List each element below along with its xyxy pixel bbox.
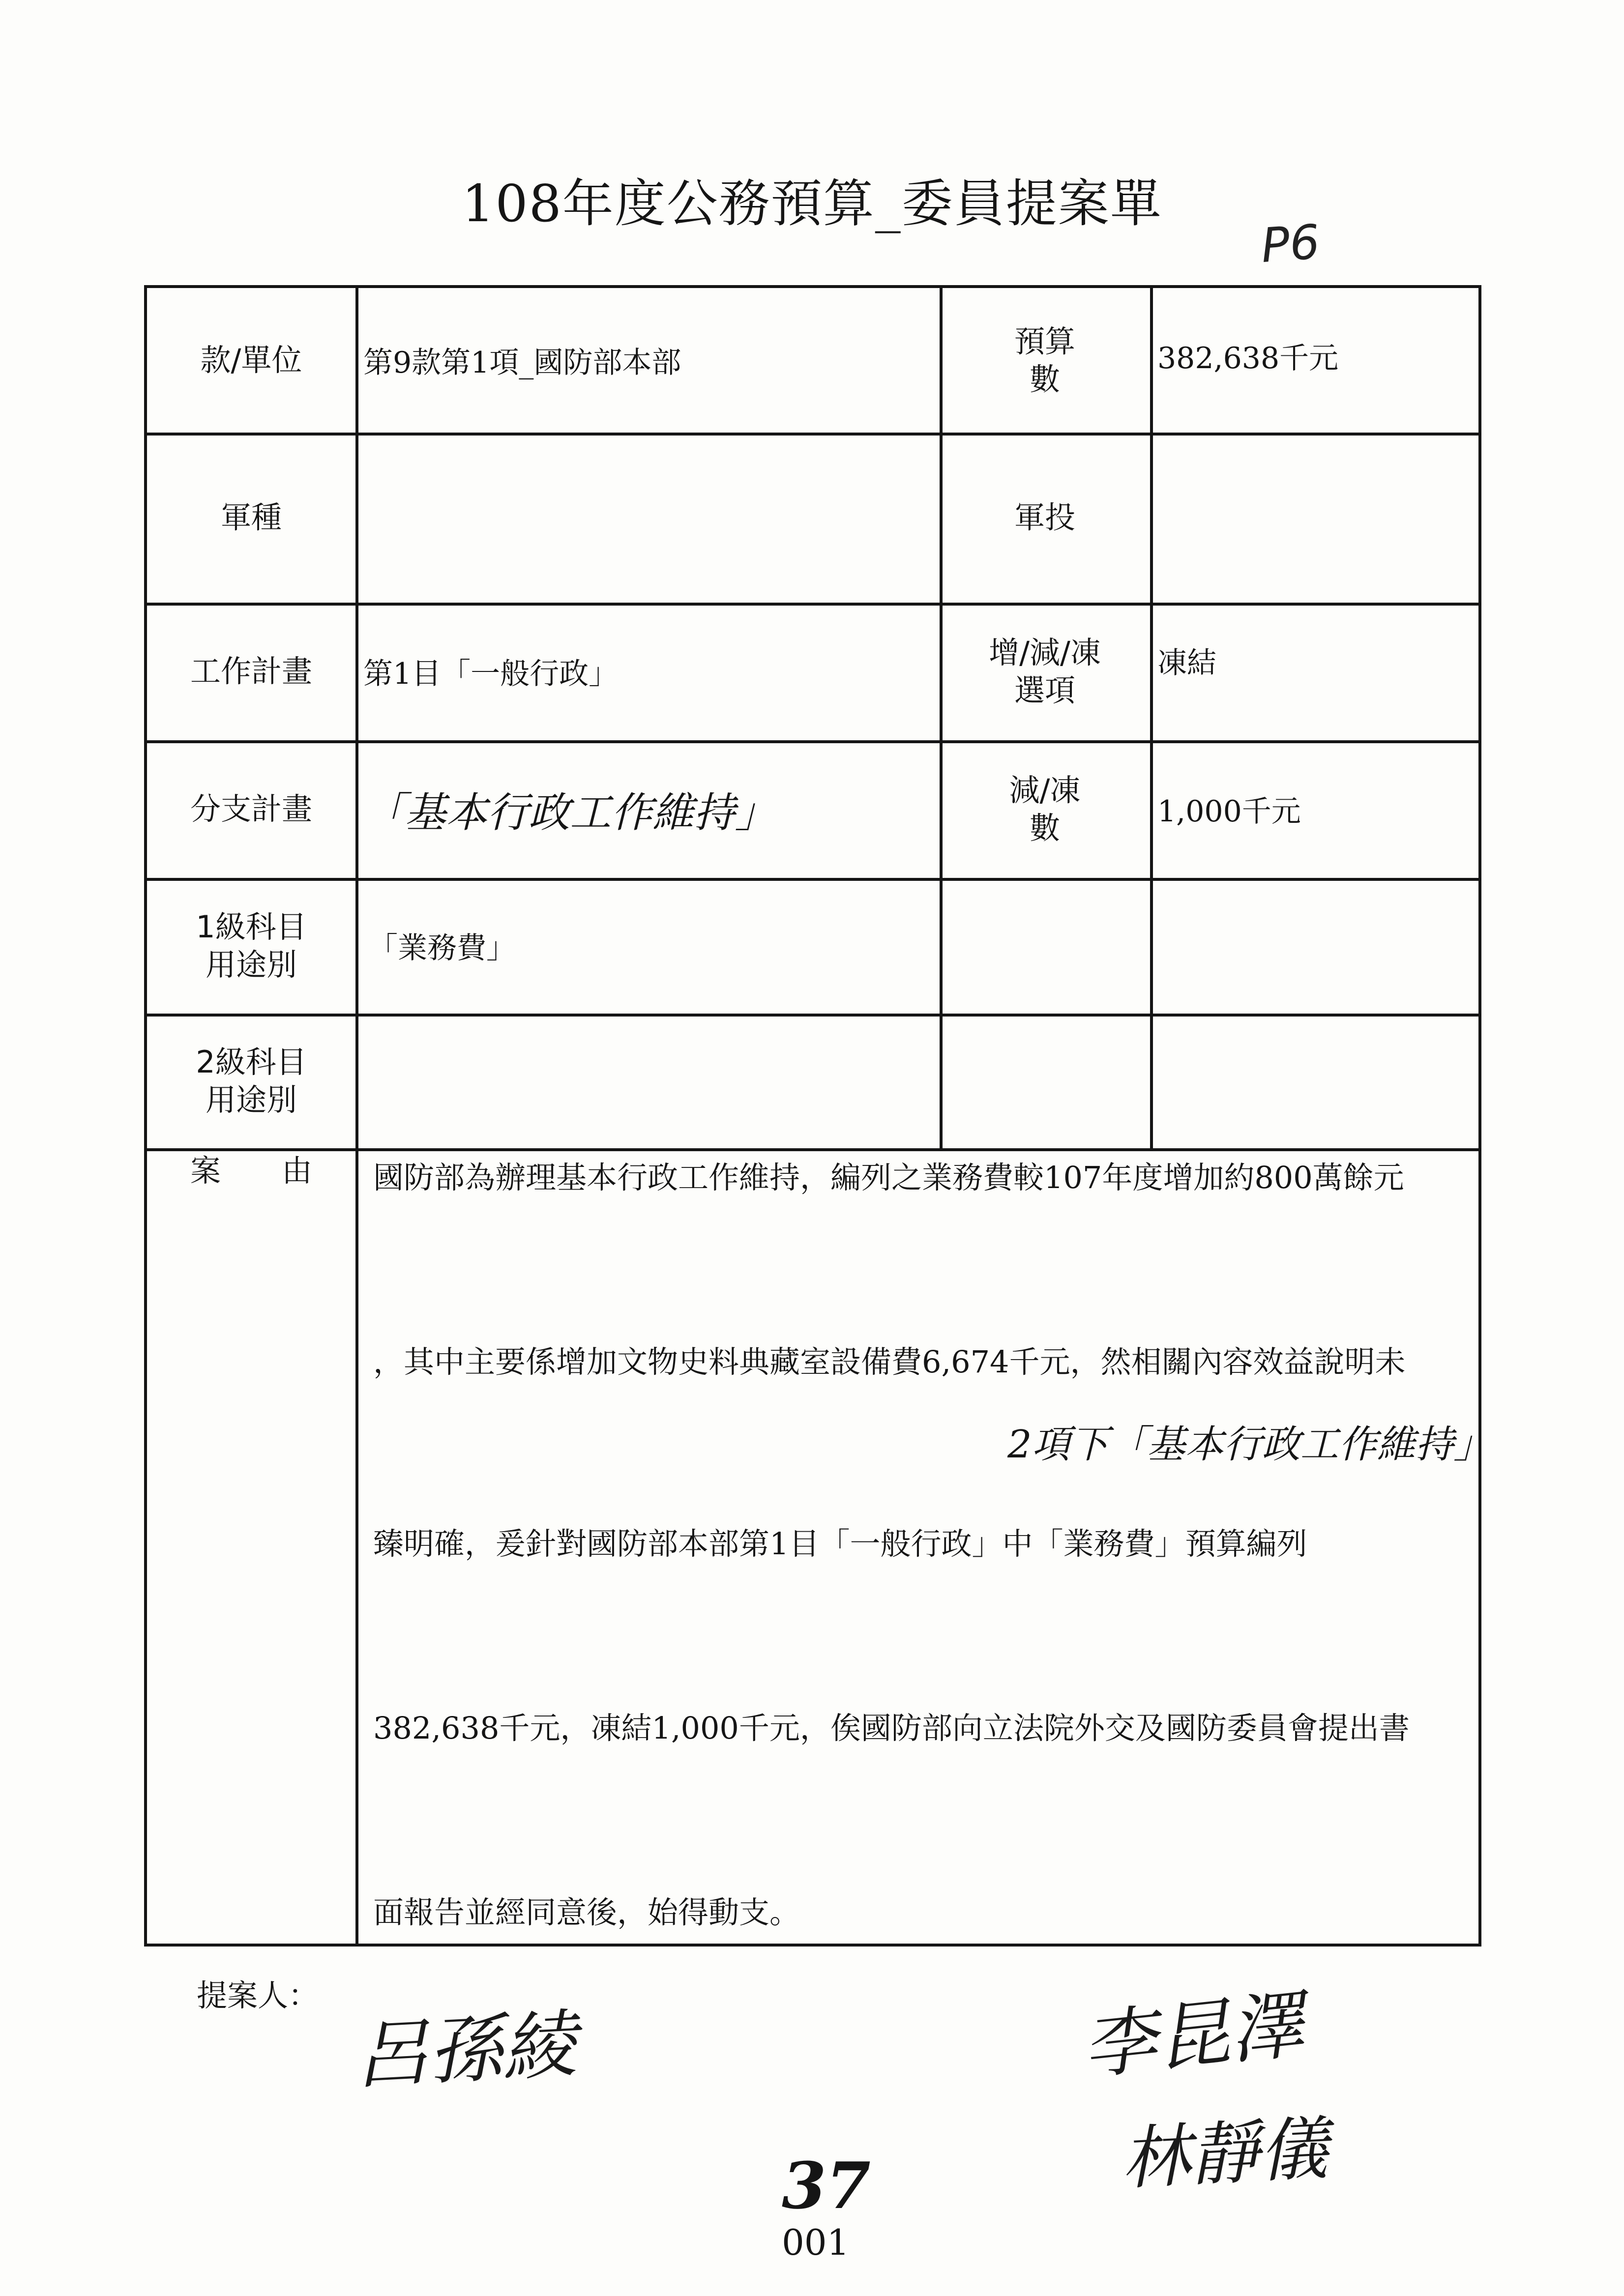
- reason-handwritten-insert: 2項下「基本行政工作維持」: [1007, 1423, 1492, 1467]
- level2-label: 2級科目 用途別: [196, 1044, 307, 1118]
- option-value: 凍結: [1157, 646, 1216, 680]
- budget-value: 382,638千元: [1157, 341, 1339, 376]
- reason-line-1: 國防部為辦理基本行政工作維持，編列之業務費較107年度增加約800萬餘元: [373, 1160, 1404, 1195]
- work-plan-label: 工作計畫: [190, 653, 312, 690]
- level1-label: 1級科目 用途別: [196, 908, 307, 983]
- proposal-table: [144, 285, 1492, 1947]
- signature-2: 李昆澤: [1078, 1981, 1308, 2090]
- reason-line-4: 382,638千元，凍結1,000千元，俟國防部向立法院外交及國防委員會提出書: [373, 1710, 1410, 1746]
- unit-value: 第9款第1項_國防部本部: [363, 346, 681, 380]
- service-value: [363, 433, 934, 603]
- page-number: 001: [782, 2222, 850, 2263]
- work-plan-value: 第1目「一般行政」: [363, 657, 619, 691]
- reduce-value: 1,000千元: [1157, 794, 1301, 829]
- reason-line-3: 臻明確，爰針對國防部本部第1目「一般行政」中「業務費」預算編列: [373, 1526, 1307, 1562]
- budget-label: 預算 數: [1014, 323, 1075, 397]
- reason-label: 案 由: [190, 1153, 312, 1189]
- signature-3: 林靜儀: [1119, 2109, 1330, 2200]
- handwritten-page-number: 37: [782, 2148, 871, 2223]
- service-label: 軍種: [220, 499, 282, 536]
- military-invest-value: [1157, 433, 1477, 603]
- proposer-label: 提案人：: [197, 1977, 319, 2013]
- unit-label: 款/單位: [200, 342, 302, 378]
- branch-plan-label: 分支計畫: [190, 791, 312, 827]
- signature-1: 呂孫綾: [352, 2002, 578, 2099]
- page-mark: P6: [1259, 214, 1322, 274]
- level1-value: 「業務費」: [368, 931, 516, 965]
- reduce-label: 減/凍 數: [1009, 772, 1081, 846]
- military-invest-label: 軍投: [1014, 499, 1075, 536]
- option-label: 增/減/凍 選項: [989, 634, 1101, 708]
- reason-line-5: 面報告並經同意後，始得動支。: [373, 1894, 800, 1930]
- level2-value: [368, 1014, 934, 1148]
- page-title: 108年度公務預算_委員提案單: [462, 174, 1162, 233]
- reason-line-2: ，其中主要係增加文物史料典藏室設備費6,674千元，然相關內容效益說明未: [373, 1344, 1406, 1380]
- branch-plan-value: 「基本行政工作維持」: [363, 788, 777, 837]
